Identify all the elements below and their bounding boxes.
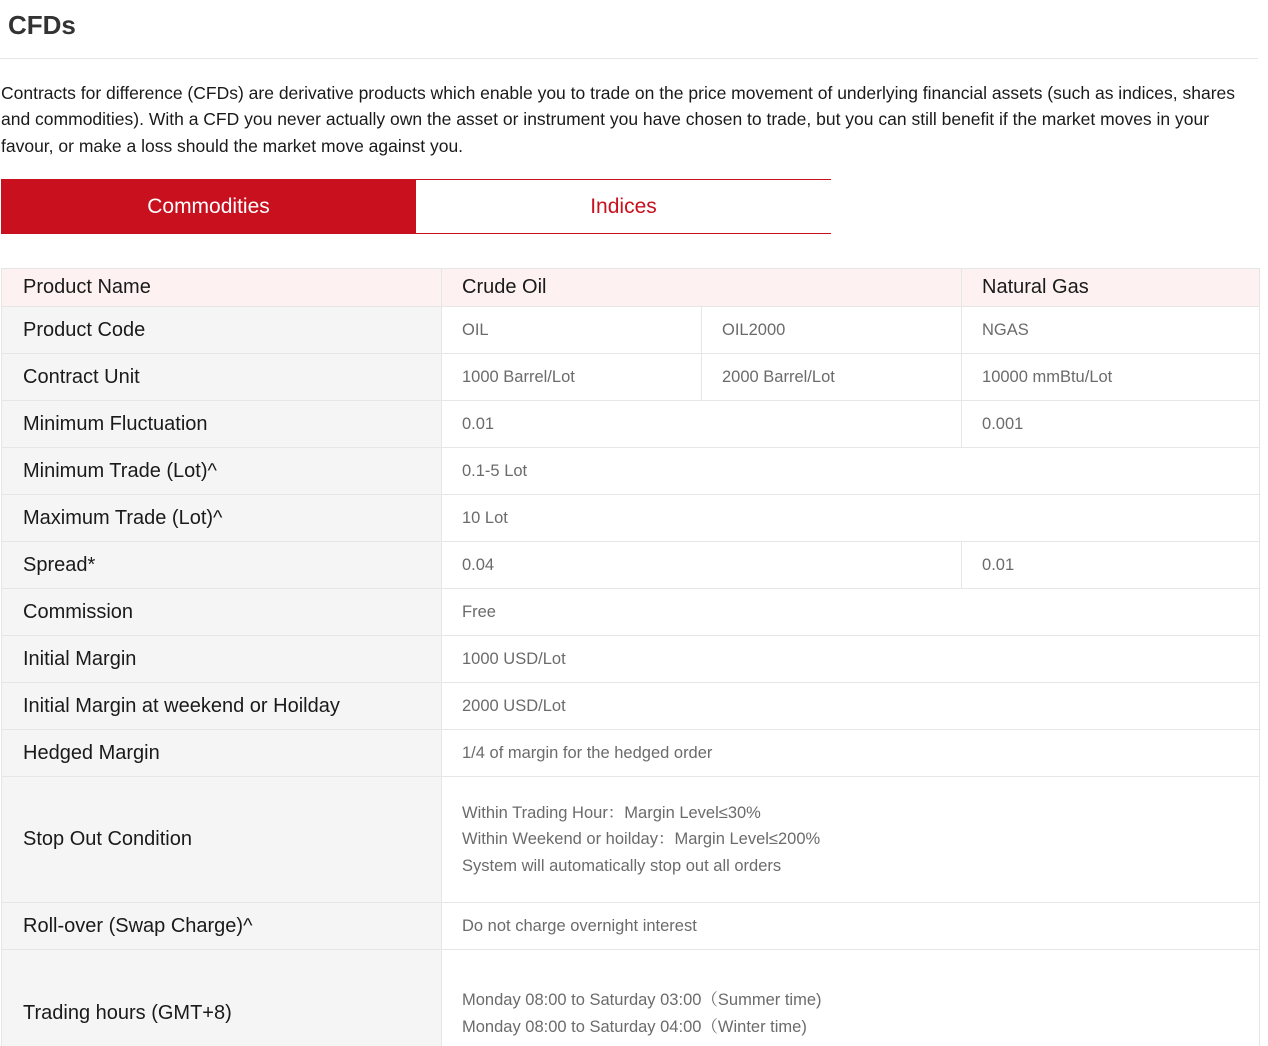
row-label: Minimum Fluctuation xyxy=(2,401,442,448)
cell-trading-hours xyxy=(442,950,1260,1046)
table-row xyxy=(2,401,1260,448)
table-row xyxy=(2,448,1260,495)
trading-hours-line: Monday 08:00 to Saturday 04:00（Winter time) xyxy=(462,1017,807,1036)
row-label: Initial Margin xyxy=(2,636,442,683)
stop-out-line: Within Weekend or hoilday：Margin Level≤200% xyxy=(462,830,821,849)
row-label: Maximum Trade (Lot)^ xyxy=(2,495,442,542)
table-row xyxy=(2,495,1260,542)
stop-out-line: System will automatically stop out all orders xyxy=(462,856,782,875)
table-header-row xyxy=(2,269,1260,307)
cell-stop-out xyxy=(442,777,1260,903)
row-label: Minimum Trade (Lot)^ xyxy=(2,448,442,495)
row-label: Commission xyxy=(2,589,442,636)
header-natural-gas: Natural Gas xyxy=(962,269,1260,307)
cell-initial-margin: 1000 USD/Lot xyxy=(442,636,1260,683)
table-row xyxy=(2,542,1260,589)
header-product-name: Product Name xyxy=(2,269,442,307)
row-label: Spread* xyxy=(2,542,442,589)
table-row xyxy=(2,354,1260,401)
table-row xyxy=(2,636,1260,683)
page-title: CFDs xyxy=(8,10,76,40)
cell-crude-fluctuation: 0.01 xyxy=(442,401,962,448)
cell-max-trade: 10 Lot xyxy=(442,495,1260,542)
row-label: Trading hours (GMT+8) xyxy=(2,950,442,1046)
category-tabs xyxy=(1,179,831,234)
cell-min-trade: 0.1-5 Lot xyxy=(442,448,1260,495)
tab-indices[interactable]: Indices xyxy=(416,179,831,234)
tab-commodities[interactable]: Commodities xyxy=(1,179,416,234)
title-divider xyxy=(0,58,1258,59)
table-row xyxy=(2,950,1260,1046)
cell-commission: Free xyxy=(442,589,1260,636)
cell-ngas-code: NGAS xyxy=(962,307,1260,354)
cell-crude-spread: 0.04 xyxy=(442,542,962,589)
row-label: Stop Out Condition xyxy=(2,777,442,903)
cell-rollover: Do not charge overnight interest xyxy=(442,903,1260,950)
cell-oil2000-unit: 2000 Barrel/Lot xyxy=(702,354,962,401)
cell-oil-unit: 1000 Barrel/Lot xyxy=(442,354,702,401)
cell-oil2000-code: OIL2000 xyxy=(702,307,962,354)
cell-gas-spread: 0.01 xyxy=(962,542,1260,589)
stop-out-line: Within Trading Hour：Margin Level≤30% xyxy=(462,803,761,822)
cell-gas-fluctuation: 0.001 xyxy=(962,401,1260,448)
table-row xyxy=(2,307,1260,354)
header-crude-oil: Crude Oil xyxy=(442,269,962,307)
cell-hedged-margin: 1/4 of margin for the hedged order xyxy=(442,730,1260,777)
table-row xyxy=(2,683,1260,730)
cell-oil-code: OIL xyxy=(442,307,702,354)
row-label: Product Code xyxy=(2,307,442,354)
intro-paragraph: Contracts for difference (CFDs) are derivative products which enable you to trade on the price movement of underlying financial assets (such as indices, shares and commodities). With a CFD you never actually own the asset or instrument you have chosen to trade, but you can still benefit if the market moves in your favour, or make a loss should the market move against you. xyxy=(1,83,1236,156)
table-row xyxy=(2,777,1260,903)
row-label: Hedged Margin xyxy=(2,730,442,777)
table-row xyxy=(2,730,1260,777)
table-row xyxy=(2,903,1260,950)
row-label: Contract Unit xyxy=(2,354,442,401)
table-row xyxy=(2,589,1260,636)
row-label: Roll-over (Swap Charge)^ xyxy=(2,903,442,950)
cell-weekend-margin: 2000 USD/Lot xyxy=(442,683,1260,730)
specification-table xyxy=(1,268,1260,1046)
trading-hours-line: Monday 08:00 to Saturday 03:00（Summer time) xyxy=(462,991,822,1009)
cell-ngas-unit: 10000 mmBtu/Lot xyxy=(962,354,1260,401)
row-label: Initial Margin at weekend or Hoilday xyxy=(2,683,442,730)
